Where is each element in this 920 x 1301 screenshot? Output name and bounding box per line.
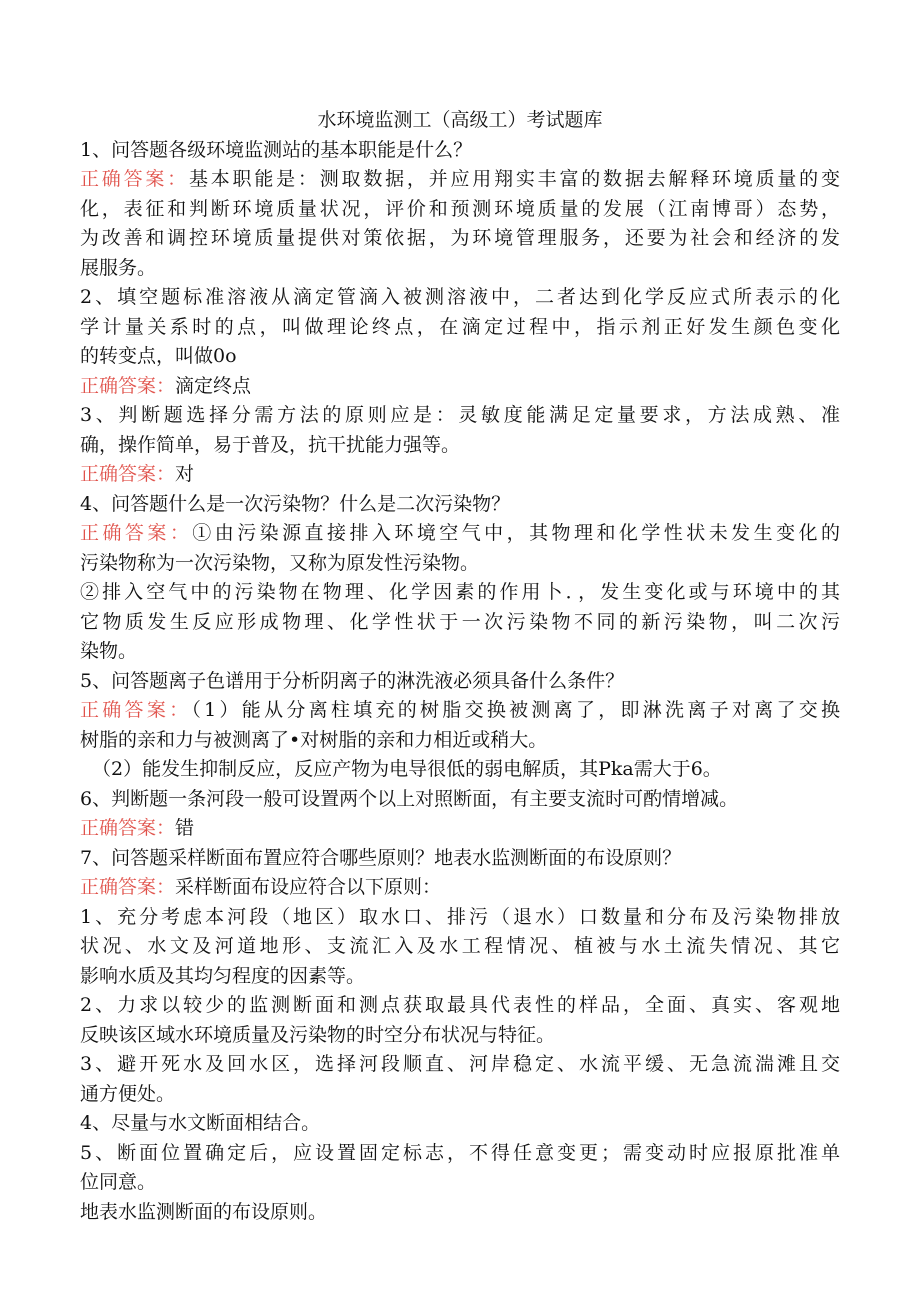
answer-label: 正确答案： xyxy=(80,817,176,839)
line-text: 它物质发生反应形成物理、化学性状于一次污染物不同的新污染物，叫二次污 xyxy=(80,610,840,633)
text-line xyxy=(80,342,840,372)
question-line xyxy=(80,490,840,520)
line-text: 4、尽量与水文断面相结合。 xyxy=(80,1112,321,1134)
text-line xyxy=(80,932,840,962)
text-line xyxy=(80,549,840,579)
line-text: 6、判断题一条河段一般可设置两个以上对照断面，有主要支流时可酌情增减。 xyxy=(80,787,739,810)
text-line xyxy=(80,962,840,992)
line-text: （2）能发生抑制反应，反应产物为电导很低的弱电解质，其Pka需大于6。 xyxy=(92,758,722,780)
question-line xyxy=(80,785,840,815)
answer-line xyxy=(80,460,840,490)
question-line xyxy=(80,283,840,313)
text-line xyxy=(80,431,840,461)
line-text: 影响水质及其均匀程度的因素等。 xyxy=(80,964,366,987)
document-title: 水环境监测工（高级工）考试题库 xyxy=(317,109,603,131)
line-text: 2、填空题标准溶液从滴定管滴入被测溶液中，二者达到化学反应式所表示的化 xyxy=(80,286,840,308)
line-text: 树脂的亲和力与被测离了•对树脂的亲和力相近或稍大。 xyxy=(80,728,548,751)
answer-label: 正确答案： xyxy=(80,168,189,190)
answer-label: 正确答案： xyxy=(80,463,176,485)
text-line xyxy=(80,608,840,638)
line-text: 基本职能是：测取数据，并应用翔实丰富的数据去解释环境质量的变 xyxy=(188,168,840,190)
line-text: 2、力求以较少的监测断面和测点获取最具代表性的样品，全面、真实、客观地 xyxy=(80,994,840,1016)
text-line xyxy=(80,1109,840,1139)
answer-label: 正确答案： xyxy=(80,876,176,898)
line-text: 5、断面位置确定后，应设置固定标志，不得任意变更；需变动时应报原批准单 xyxy=(80,1141,840,1164)
text-line xyxy=(80,637,840,667)
question-line xyxy=(80,401,840,431)
text-line xyxy=(80,903,840,933)
document-body xyxy=(80,136,840,1228)
line-text: 3、避开死水及回水区，选择河段顺直、河岸稳定、水流平缓、无急流湍滩且交 xyxy=(80,1053,840,1075)
text-line xyxy=(80,1139,840,1169)
line-text: ①由污染源直接排入环境空气中，其物理和化学性状未发生变化的 xyxy=(192,522,840,544)
text-line xyxy=(80,755,840,785)
text-line xyxy=(80,195,840,225)
line-text: 染物。 xyxy=(80,640,138,662)
line-text: 化，表征和判断环境质量状况，评价和预测环境质量的发展（江南博哥）态势， xyxy=(80,197,840,220)
line-text: 7、问答题采样断面布置应符合哪些原则？地表水监测断面的布设原则？ xyxy=(80,846,682,869)
line-text: 1、问答题各级环境监测站的基本职能是什么？ xyxy=(80,138,473,161)
line-text: 展服务。 xyxy=(80,256,157,279)
document-page xyxy=(80,106,840,1227)
line-text: ②排入空气中的污染物在物理、化学因素的作用卜．，发生变化或与环境中的其 xyxy=(80,581,840,603)
question-line xyxy=(80,136,840,166)
line-text: 的转变点，叫做0o xyxy=(80,345,237,367)
line-text: 4、问答题什么是一次污染物？什么是二次污染物？ xyxy=(80,492,511,515)
line-text: 对 xyxy=(175,463,195,485)
text-line xyxy=(80,1198,840,1228)
line-text: 1、充分考虑本河段（地区）取水口、排污（退水）口数量和分布及污染物排放 xyxy=(80,905,840,928)
text-line xyxy=(80,313,840,343)
line-text: 学计量关系时的点，叫做理论终点，在滴定过程中，指示剂正好发生颜色变化 xyxy=(80,315,840,338)
text-line xyxy=(80,224,840,254)
text-line xyxy=(80,578,840,608)
text-line xyxy=(80,991,840,1021)
question-line xyxy=(80,844,840,874)
text-line xyxy=(80,726,840,756)
line-text: 通方便处。 xyxy=(80,1082,176,1105)
answer-line xyxy=(80,519,840,549)
line-text: 5、问答题离子色谱用于分析阴离子的淋洗液必须具备什么条件？ xyxy=(80,669,625,692)
text-line xyxy=(80,254,840,284)
answer-label: 正确答案： xyxy=(80,374,176,397)
text-line xyxy=(80,1080,840,1110)
answer-line xyxy=(80,165,840,195)
line-text: 为改善和调控环境质量提供对策依据，为环境管理服务，还要为社会和经济的发 xyxy=(80,227,840,249)
line-text: 滴定终点 xyxy=(175,374,252,397)
text-line xyxy=(80,1021,840,1051)
text-line xyxy=(80,1050,840,1080)
answer-label: 正确答案： xyxy=(80,522,193,544)
answer-line xyxy=(80,696,840,726)
answer-line xyxy=(80,814,840,844)
answer-line xyxy=(80,873,840,903)
line-text: 反映该区域水环境质量及污染物的时空分布状况与特征。 xyxy=(80,1023,556,1046)
answer-line xyxy=(80,372,840,402)
line-text: 位同意。 xyxy=(80,1171,157,1193)
answer-label: 正确答案： xyxy=(80,699,192,721)
line-text: （1）能从分离柱填充的树脂交换被测离了，即淋洗离子对离了交换 xyxy=(191,699,840,721)
line-text: 地表水监测断面的布设原则。 xyxy=(80,1200,328,1223)
question-line xyxy=(80,667,840,697)
line-text: 确，操作简单，易于普及，抗干扰能力强等。 xyxy=(80,433,461,456)
line-text: 采样断面布设应符合以下原则： xyxy=(175,876,442,898)
line-text: 3、判断题选择分需方法的原则应是：灵敏度能满足定量要求，方法成熟、准 xyxy=(80,404,840,426)
text-line xyxy=(80,1168,840,1198)
line-text: 状况、水文及河道地形、支流汇入及水工程情况、植被与水土流失情况、其它 xyxy=(80,935,840,957)
line-text: 错 xyxy=(175,817,195,839)
line-text: 污染物称为一次污染物，又称为原发性污染物。 xyxy=(80,551,480,574)
